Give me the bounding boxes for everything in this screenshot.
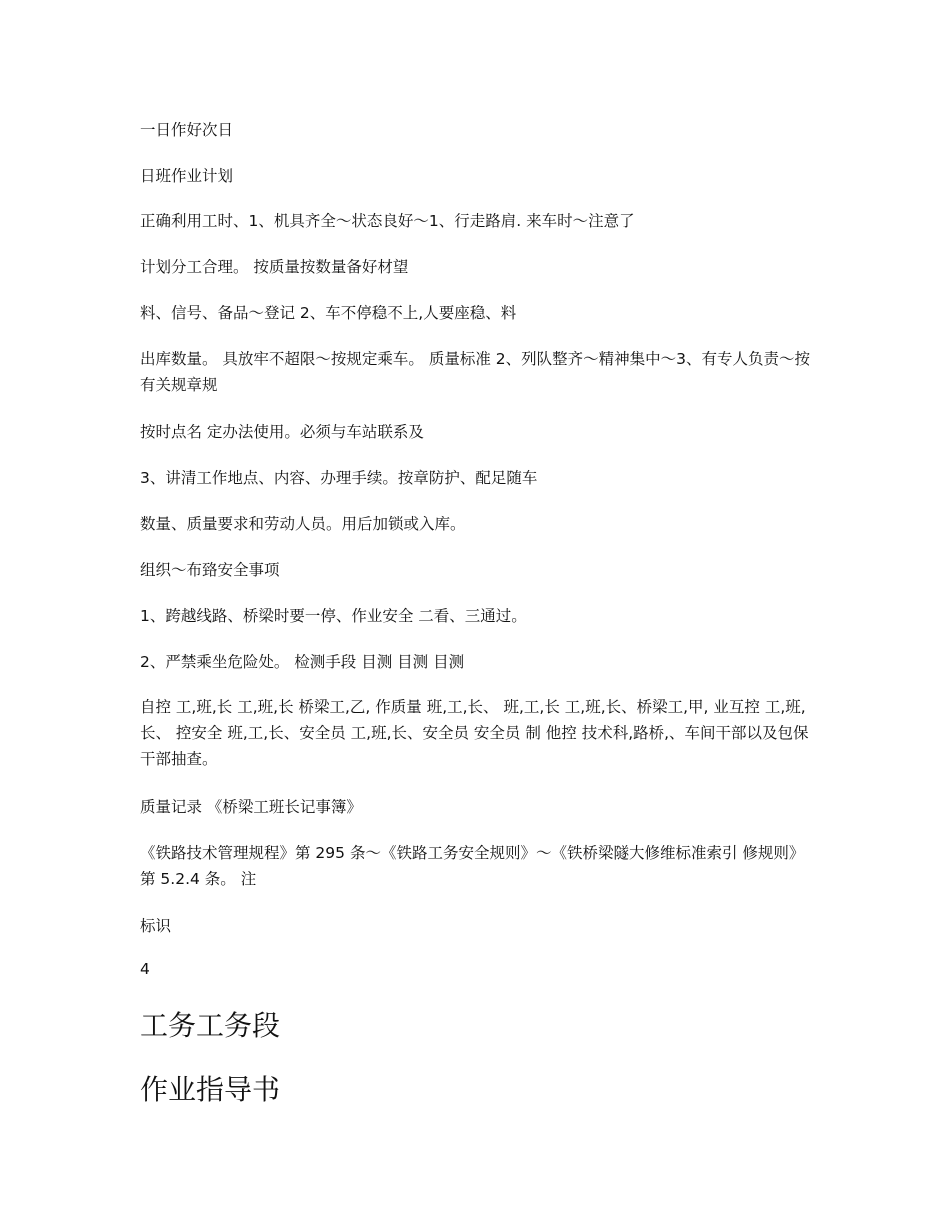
paragraph-11: 1、跨越线路、桥梁时要一停、作业安全 二看、三通过。 <box>140 607 527 625</box>
paragraph-8: 3、讲清工作地点、内容、办理手续。按章防护、配足随车 <box>140 469 538 487</box>
paragraph-14: 质量记录 《桥梁工班长记事簿》 <box>140 798 362 816</box>
paragraph-5: 料、信号、备品～登记 2、车不停稳不上,人要座稳、料 <box>140 304 517 322</box>
heading-guide-title: 作业指导书 <box>140 1073 281 1106</box>
heading-department: 工务工务段 <box>140 1009 281 1042</box>
paragraph-2: 日班作业计划 <box>140 167 234 185</box>
paragraph-9: 数量、质量要求和劳动人员。用后加锁或入库。 <box>140 515 466 533</box>
paragraph-1: 一日作好次日 <box>140 121 234 139</box>
paragraph-4: 计划分工合理。 按质量按数量备好材望 <box>140 258 409 276</box>
paragraph-12: 2、严禁乘坐危险处。 检测手段 目测 目测 目测 <box>140 653 465 671</box>
paragraph-13: 自控 工,班,长 工,班,长 桥梁工,乙, 作质量 班,工,长、 班,工,长 工,班,长、桥梁工,甲, 业互控 工,班,长、 控安全 班,工,长、安全员 工,班,长、安全员 安全员 制 他控 技术科,路桥,、车间干部以及包保干部抽查。 <box>140 698 809 768</box>
paragraph-7: 按时点名 定办法使用。必须与车站联系及 <box>140 423 424 441</box>
paragraph-3: 正确利用工时、1、机具齐全～状态良好～1、行走路肩. 来车时～注意了 <box>140 212 635 230</box>
paragraph-10: 组织～布臵安全事项 <box>140 561 280 579</box>
paragraph-17: 4 <box>140 960 150 978</box>
paragraph-15: 《铁路技术管理规程》第 295 条～《铁路工务安全规则》～《铁桥梁隧大修维标准索引 修规则》第 5.2.4 条。 注 <box>140 844 805 888</box>
paragraph-6: 出库数量。 具放牢不超限～按规定乘车。 质量标准 2、列队整齐～精神集中～3、有专人负责～按有关规章规 <box>140 350 811 394</box>
paragraph-16: 标识 <box>140 917 172 935</box>
